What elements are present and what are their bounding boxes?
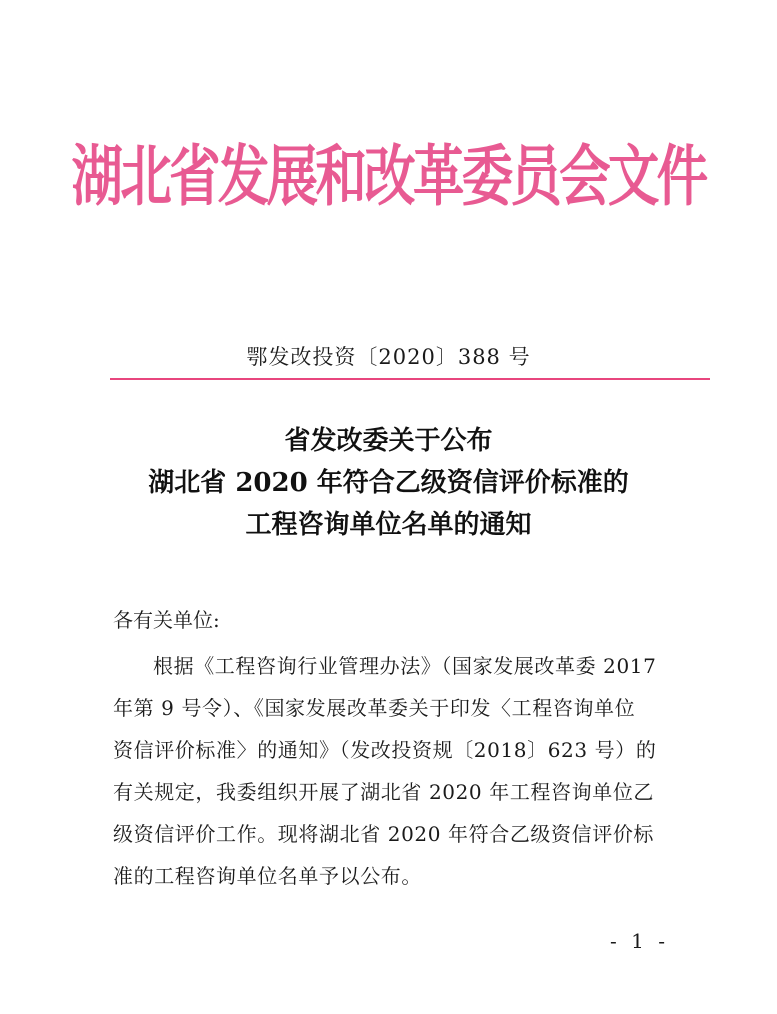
title-line-1: 省发改委关于公布 (284, 426, 493, 456)
title-line-2: 湖北省 2020 年符合乙级资信评价标准的 (148, 468, 629, 498)
page-number: - 1 - (610, 929, 669, 953)
body-line-1: 根据《工程咨询行业管理办法》（国家发展改革委 2017 (153, 654, 657, 678)
document-masthead: 湖北省发展和改革委员会文件 (71, 138, 706, 216)
body-line-4: 有关规定，我委组织开展了湖北省 2020 年工程咨询单位乙 (113, 780, 655, 804)
body-line-5: 级资信评价工作。现将湖北省 2020 年符合乙级资信评价标 (113, 822, 655, 846)
document-number: 鄂发改投资〔2020〕388 号 (246, 345, 531, 369)
body-line-6: 准的工程咨询单位名单予以公布。 (113, 864, 422, 888)
body-paragraph (113, 645, 673, 897)
title-line-3: 工程咨询单位名单的通知 (245, 510, 532, 540)
body-line-3: 资信评价标准〉的通知》（发改投资规〔2018〕623 号）的 (113, 738, 657, 762)
document-title (0, 420, 777, 546)
addressee: 各有关单位: (113, 608, 220, 632)
red-separator-line (110, 378, 710, 380)
body-line-2: 年第 9 号令）、《国家发展改革委关于印发〈工程咨询单位 (113, 696, 636, 720)
